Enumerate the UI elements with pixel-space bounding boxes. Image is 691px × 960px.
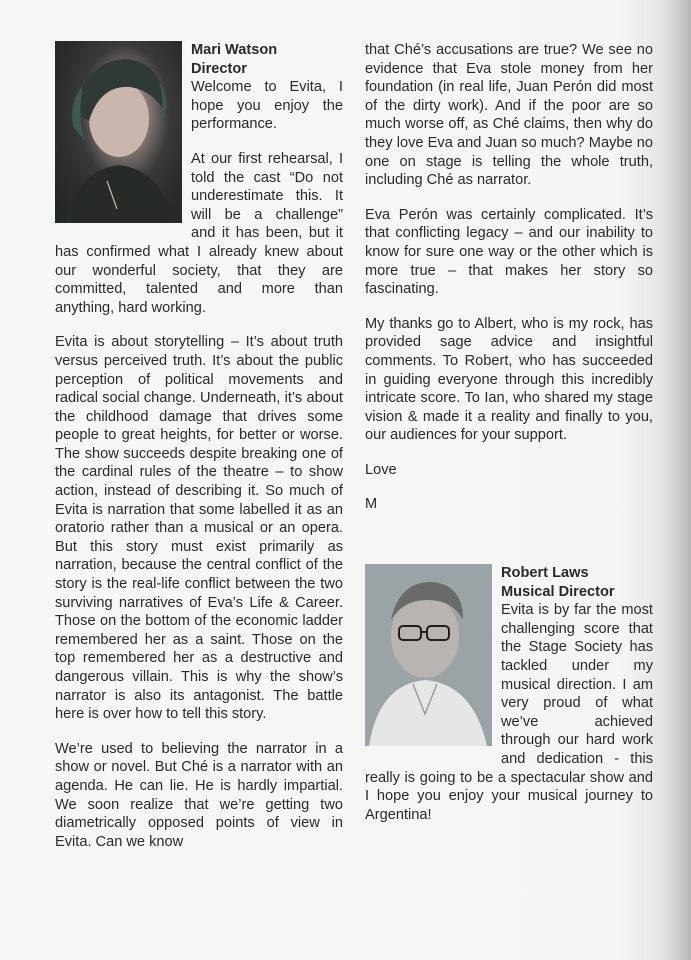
score-paragraph: Evita is by far the most challenging score that the Stage Society has tackled under my musical direction. I am very proud of what we’ve achieved through our hard work and dedication - this really is going to be a spectacular show and I hope you enjoy your musical journey to Argentina! — [365, 602, 653, 823]
signoff-love: Love — [365, 461, 397, 478]
musical-director-role: Musical Director — [501, 583, 615, 600]
portrait-image — [55, 41, 182, 223]
director-role: Director — [191, 60, 247, 77]
welcome-paragraph: Welcome to Evita, I hope you enjoy the performance. — [191, 79, 343, 133]
accusations-paragraph: that Ché’s accusations are true? We see no evidence that Eva stole money from her foundation (in real life, Juan Perón did most of the dirty work). And if the poor are so much worse off, as Ché claims, then why do they love Eva and Juan so much? Maybe no one on stage is telling the whole truth, including Ché as narrator. — [365, 42, 653, 189]
rehearsal-paragraph: At our first rehearsal, I told the cast “Do not underestimate this. It will be a challenge” and it has been, but it has confirmed what I already knew about our wonderful society, that they are committed, talented and more than anything, hard working. — [55, 150, 343, 316]
portrait-image — [365, 564, 492, 746]
director-name: Mari Watson — [191, 42, 278, 58]
left-column — [55, 41, 343, 867]
signoff-initial: M — [365, 496, 378, 513]
right-column — [365, 41, 653, 840]
thanks-paragraph: My thanks go to Albert, who is my rock, has provided sage advice and insightful comments. To Robert, who has succeeded in guiding everyone through this incredibly intricate score. To Ian, who shared my stage vision & made it a reality and finally to you, our audiences for your support. — [365, 315, 653, 444]
storytelling-paragraph: Evita is about storytelling – It’s about truth versus perceived truth. It’s about the public perception of political movements and radical social change. Underneath, it’s about the childhood damage that drives some people to great heights, for better or worse. The show succeeds despite breaking one of the cardinal rules of the theatre – to show action, instead of describing it. So much of Evita is narration that some labelled it as an oratorio rather than a musical or an opera. But this story must exist primarily as narration, because the central conflict of the story is the real-life conflict between the two surviving narratives of Eva’s Life & Career. Those on the bottom of the economic ladder remembered her as a saint. Those on the top remembered her as a destructive and dangerous villain. This is why the show’s narrator is also its antagonist. The battle here is over how to tell this story. — [55, 334, 343, 723]
legacy-paragraph: Eva Perón was certainly complicated. It’s that conflicting legacy – and our inability to know for sure one way or the other which is more true – that makes her story so fascinating. — [365, 206, 653, 298]
narrator-paragraph: We’re used to believing the narrator in a show or novel. But Ché is a narrator with an agenda. He can lie. He is hardly impartial. We soon realize that we’re getting two diametrically opposed points of view in Evita. Can we know — [55, 740, 343, 850]
page-edge-shadow — [661, 0, 691, 960]
director-photo — [55, 41, 182, 223]
musical-director-photo — [365, 564, 492, 746]
musical-director-name: Robert Laws — [501, 565, 589, 582]
